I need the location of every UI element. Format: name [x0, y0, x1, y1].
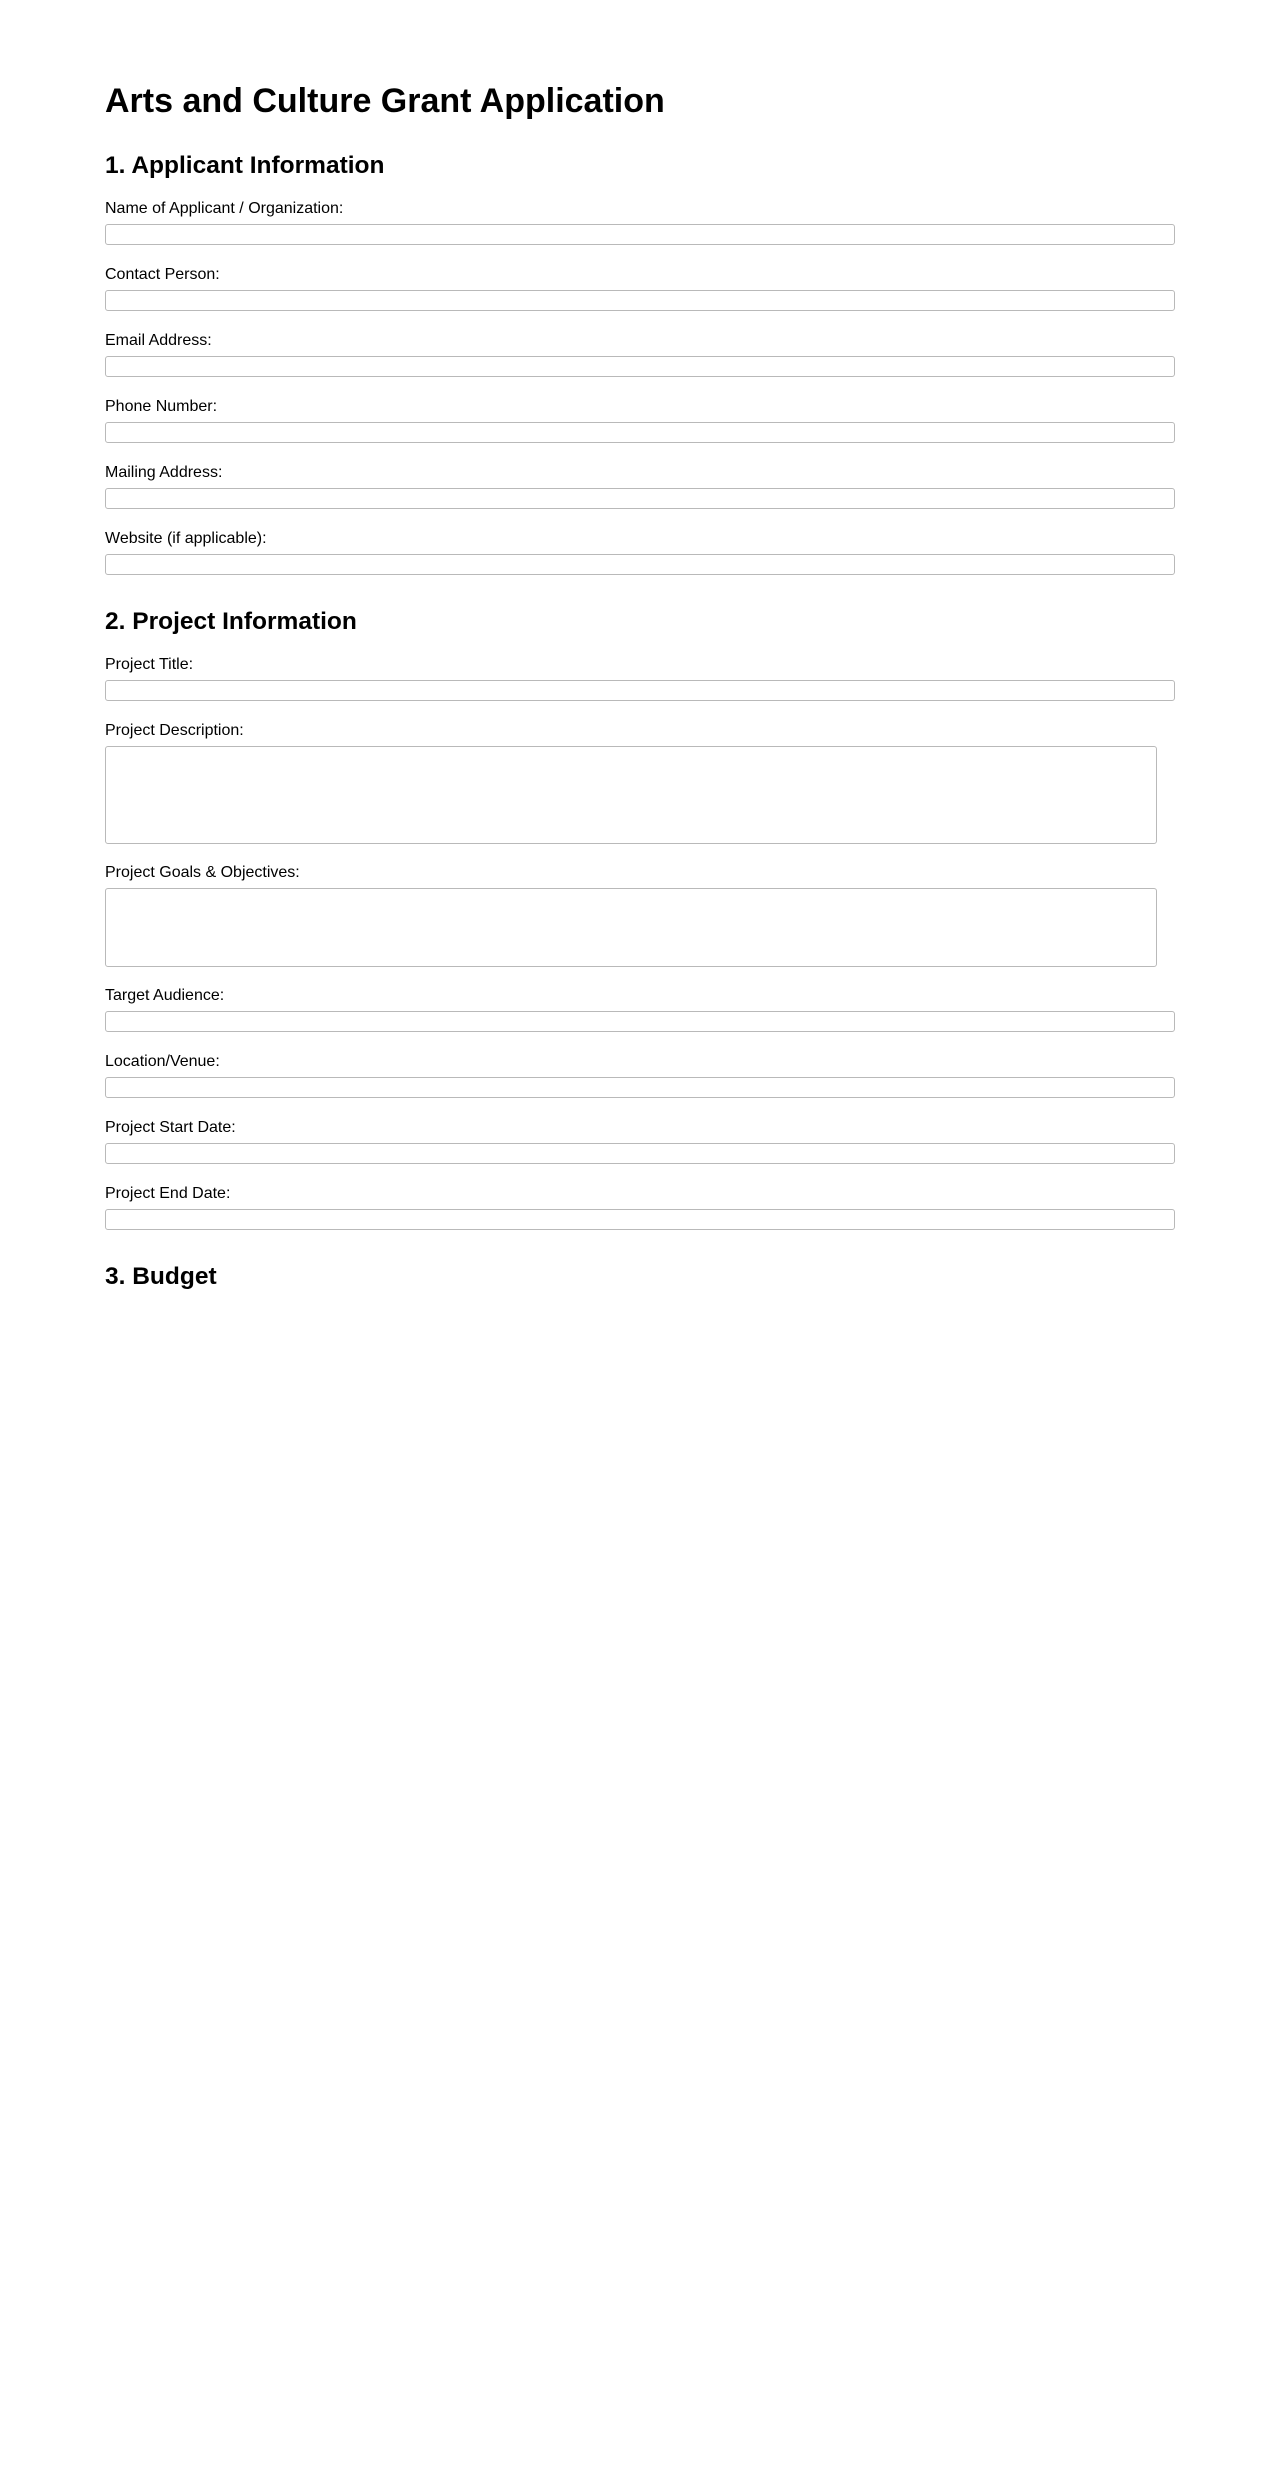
contact-person-label: Contact Person: — [105, 266, 220, 283]
page-title: Arts and Culture Grant Application — [105, 82, 665, 120]
location-venue-label: Location/Venue: — [105, 1053, 220, 1070]
phone-number-input[interactable] — [105, 422, 1175, 443]
target-audience-label: Target Audience: — [105, 987, 225, 1004]
phone-number-label: Phone Number: — [105, 398, 218, 415]
project-description-label: Project Description: — [105, 722, 244, 739]
email-address-input[interactable] — [105, 356, 1175, 377]
project-end-date-label: Project End Date: — [105, 1185, 231, 1202]
project-description-textarea[interactable] — [105, 746, 1157, 844]
website-label: Website (if applicable): — [105, 530, 267, 547]
mailing-address-label: Mailing Address: — [105, 464, 223, 481]
contact-person-input[interactable] — [105, 290, 1175, 311]
project-goals-textarea[interactable] — [105, 888, 1157, 967]
project-start-date-label: Project Start Date: — [105, 1119, 236, 1136]
project-end-date-input[interactable] — [105, 1209, 1175, 1230]
project-title-label: Project Title: — [105, 656, 194, 673]
applicant-name-input[interactable] — [105, 224, 1175, 245]
applicant-name-label: Name of Applicant / Organization: — [105, 200, 344, 217]
mailing-address-input[interactable] — [105, 488, 1175, 509]
website-input[interactable] — [105, 554, 1175, 575]
project-goals-label: Project Goals & Objectives: — [105, 864, 300, 881]
section-heading-budget: 3. Budget — [105, 1263, 217, 1290]
project-start-date-input[interactable] — [105, 1143, 1175, 1164]
project-title-input[interactable] — [105, 680, 1175, 701]
location-venue-input[interactable] — [105, 1077, 1175, 1098]
email-address-label: Email Address: — [105, 332, 212, 349]
target-audience-input[interactable] — [105, 1011, 1175, 1032]
section-heading-project-information: 2. Project Information — [105, 608, 357, 635]
section-heading-applicant-information: 1. Applicant Information — [105, 152, 385, 179]
